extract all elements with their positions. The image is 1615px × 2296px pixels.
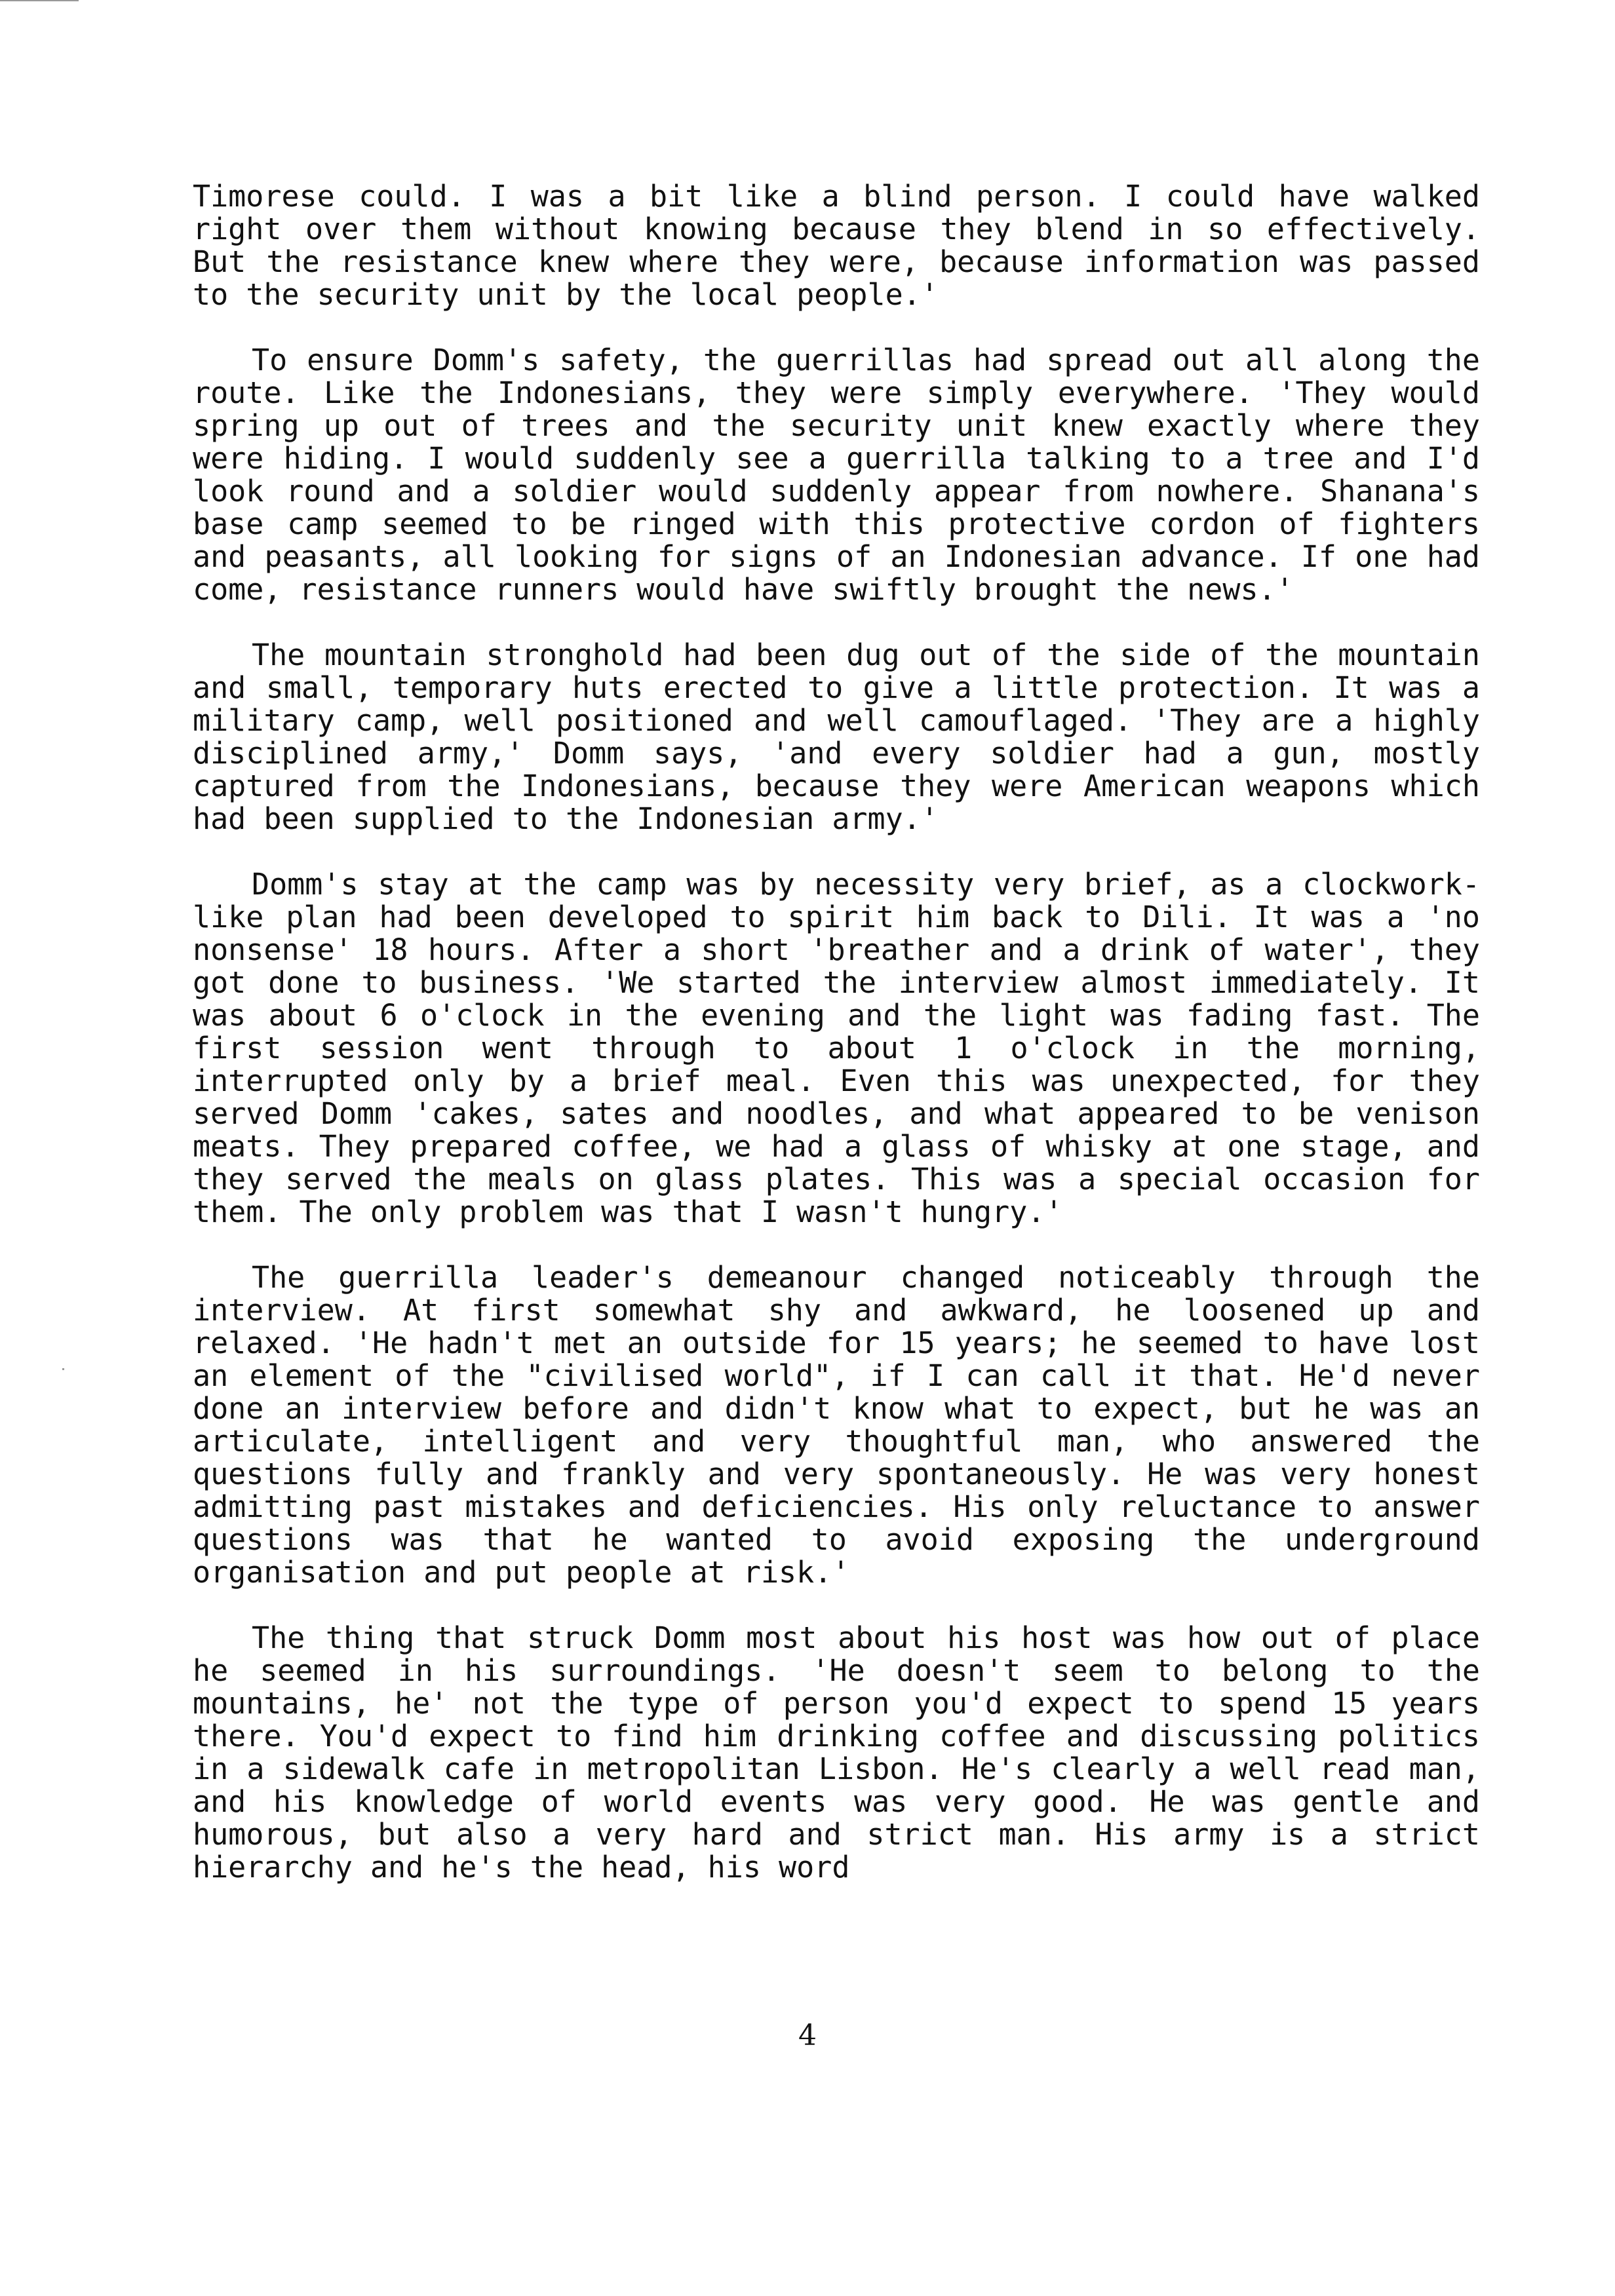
scan-mark xyxy=(62,1368,64,1370)
paragraph: Domm's stay at the camp was by necessity very brief, as a clockwork-like plan had been developed to spirit him back to Dili. It was a 'no nonsense' 18 hours. After a short 'breather and a drink of water', they got done to business. 'We started the interview almost immediately. It was about 6 o'clock in the evening and the light was fading fast. The first session went through to about 1 o'clock in the morning, interrupted only by a brief meal. Even this was unexpected, for they served Domm 'cakes, sates and noodles, and what appeared to be venison meats. They prepared coffee, we had a glass of whisky at one stage, and they served the meals on glass plates. This was a special occasion for them. The only problem was that I wasn't hungry.' xyxy=(193,867,1480,1229)
page-number: 4 xyxy=(798,2019,817,2052)
paragraph: Timorese could. I was a bit like a blind person. I could have walked right over them without knowing because they blend in so effectively. But the resistance knew where they were, because information was passed to the security unit by the local people.' xyxy=(193,179,1480,312)
paragraph: The thing that struck Domm most about his host was how out of place he seemed in his surroundings. 'He doesn't seem to belong to the mountains, he' not the type of person you'd expect to spend 15 years there. You'd expect to find him drinking coffee and discussing politics in a sidewalk cafe in metropolitan Lisbon. He's clearly a well read man, and his knowledge of world events was very good. He was gentle and humorous, but also a very hard and strict man. His army is a strict hierarchy and he's the head, his word xyxy=(193,1620,1480,1885)
document-body xyxy=(193,180,1480,1917)
scan-mark xyxy=(0,0,79,1)
paragraph: The mountain stronghold had been dug out of the side of the mountain and small, temporary huts erected to give a little protection. It was a military camp, well positioned and well camouflaged. 'They are a highly disciplined army,' Domm says, 'and every soldier had a gun, mostly captured from the Indonesians, because they were American weapons which had been supplied to the Indonesian army.' xyxy=(193,638,1480,836)
paragraph: The guerrilla leader's demeanour changed noticeably through the interview. At first somewhat shy and awkward, he loosened up and relaxed. 'He hadn't met an outside for 15 years; he seemed to have lost an element of the "civilised world", if I can call it that. He'd never done an interview before and didn't know what to expect, but he was an articulate, intelligent and very thoughtful man, who answered the questions fully and frankly and very spontaneously. He was very honest admitting past mistakes and deficiencies. His only reluctance to answer questions was that he wanted to avoid exposing the underground organisation and put people at risk.' xyxy=(193,1260,1480,1590)
paragraph: To ensure Domm's safety, the guerrillas had spread out all along the route. Like the Indonesians, they were simply everywhere. 'They would spring up out of trees and the security unit knew exactly where they were hiding. I would suddenly see a guerrilla talking to a tree and I'd look round and a soldier would suddenly appear from nowhere. Shanana's base camp seemed to be ringed with this protective cordon of fighters and peasants, all looking for signs of an Indonesian advance. If one had come, resistance runners would have swiftly brought the news.' xyxy=(193,343,1480,607)
